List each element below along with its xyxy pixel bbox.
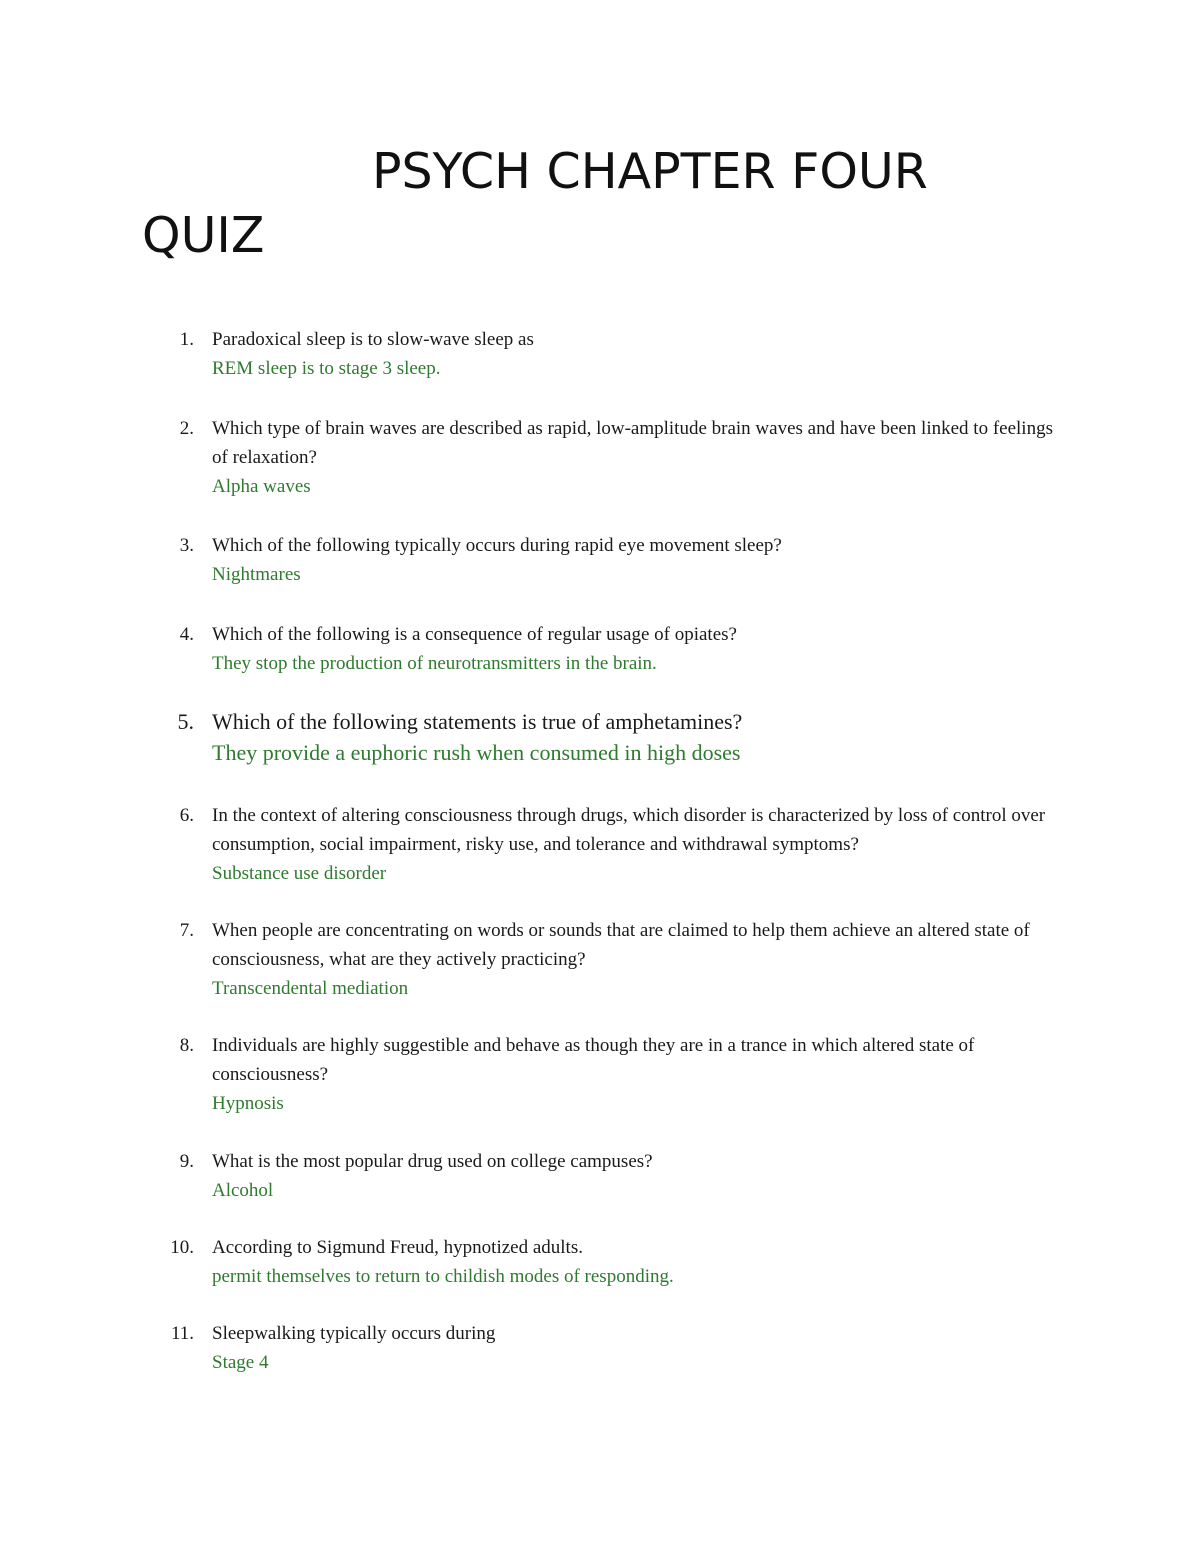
question-text: Which of the following typically occurs during rapid eye movement sleep? <box>212 535 782 556</box>
question-body <box>212 1319 1072 1377</box>
question-number: 4. <box>179 624 194 645</box>
answer-text: REM sleep is to stage 3 sleep. <box>212 358 441 379</box>
question-text: Which type of brain waves are described as rapid, low-amplitude brain waves and have been linked to feelings of relaxation? <box>212 418 1053 468</box>
answer-text: Alcohol <box>212 1180 274 1201</box>
question-text: Which of the following is a consequence of regular usage of opiates? <box>212 624 737 645</box>
question-body <box>212 414 1072 501</box>
question-body <box>212 325 1072 383</box>
question-number: 7. <box>179 920 194 941</box>
question-body <box>212 1233 1072 1291</box>
page-title: PSYCH CHAPTER FOUR QUIZ <box>142 143 928 264</box>
answer-text: Nightmares <box>212 564 301 585</box>
answer-text: Stage 4 <box>212 1352 269 1373</box>
question-body <box>212 531 1072 589</box>
question-text: When people are concentrating on words or sounds that are claimed to help them achieve an altered state of consciousness, what are they actively practicing? <box>212 920 1030 970</box>
question-body <box>212 1147 1072 1205</box>
question-text: Sleepwalking typically occurs during <box>212 1323 496 1344</box>
answer-text: Substance use disorder <box>212 863 387 884</box>
question-number: 2. <box>179 418 194 439</box>
question-text: Paradoxical sleep is to slow-wave sleep as <box>212 329 534 350</box>
question-body <box>212 706 1072 768</box>
answer-text: Alpha waves <box>212 476 311 497</box>
question-number: 6. <box>179 805 194 826</box>
question-text: Which of the following statements is true of amphetamines? <box>212 709 743 734</box>
question-number: 8. <box>179 1035 194 1056</box>
question-number: 3. <box>179 535 194 556</box>
question-body <box>212 620 1072 678</box>
question-text: What is the most popular drug used on college campuses? <box>212 1151 653 1172</box>
question-text: Individuals are highly suggestible and behave as though they are in a trance in which altered state of consciousness? <box>212 1035 975 1085</box>
question-body <box>212 916 1072 1003</box>
question-number: 1. <box>179 329 194 350</box>
answer-text: Transcendental mediation <box>212 978 409 999</box>
question-text: According to Sigmund Freud, hypnotized adults. <box>212 1237 583 1258</box>
question-number: 9. <box>179 1151 194 1172</box>
answer-text: Hypnosis <box>212 1093 284 1114</box>
question-body <box>212 1031 1072 1118</box>
answer-text: They provide a euphoric rush when consumed in high doses <box>212 740 741 765</box>
question-number: 5. <box>177 709 194 734</box>
answer-text: They stop the production of neurotransmitters in the brain. <box>212 653 657 674</box>
question-text: In the context of altering consciousness through drugs, which disorder is characterized by loss of control over consumption, social impairment, risky use, and tolerance and withdrawal symptoms? <box>212 805 1046 855</box>
answer-text: permit themselves to return to childish modes of responding. <box>212 1266 674 1287</box>
question-number: 11. <box>170 1323 194 1344</box>
question-body <box>212 801 1072 888</box>
question-number: 10. <box>170 1237 194 1258</box>
